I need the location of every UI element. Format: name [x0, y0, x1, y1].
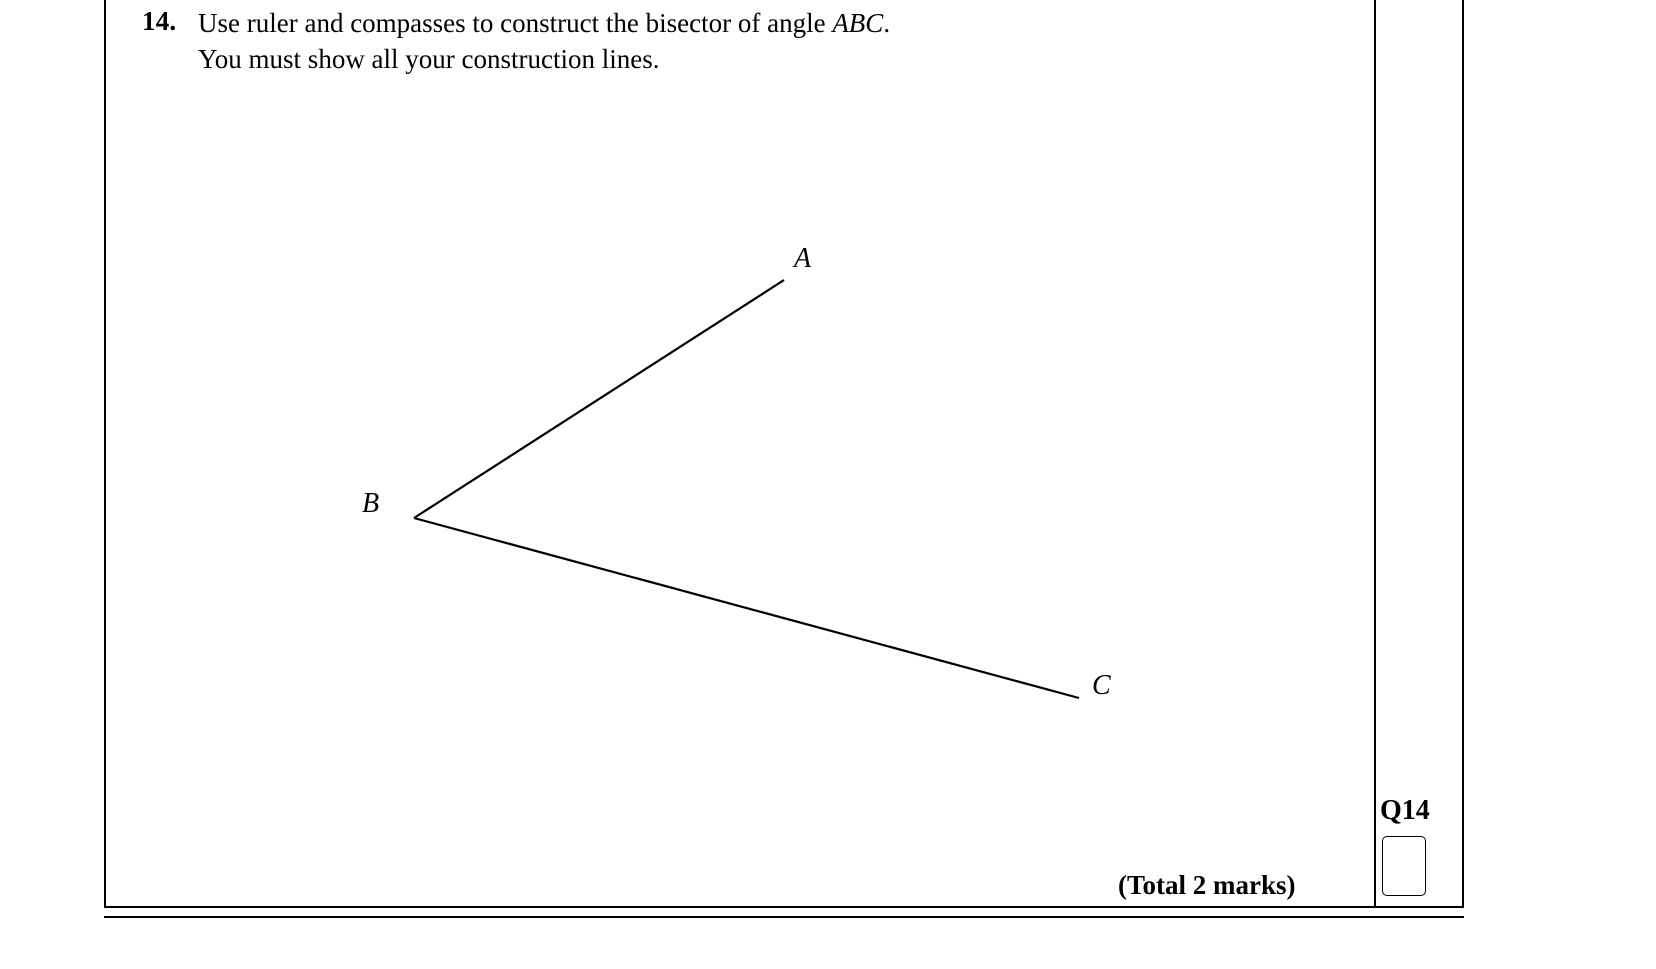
angle-abc-svg: [104, 90, 1374, 790]
margin-rule-line: [1374, 0, 1376, 908]
angle-abc-diagram: [104, 90, 1374, 790]
question-number: 14.: [142, 6, 177, 36]
marks-entry-box[interactable]: [1382, 836, 1426, 896]
page-border-bottom: [104, 906, 1464, 908]
question-line1-prefix: Use ruler and compasses to construct the bisector of angle: [198, 8, 833, 38]
segment-ba: [414, 280, 784, 518]
point-label-b: B: [362, 488, 380, 519]
total-marks-text: (Total 2 marks): [1118, 870, 1296, 900]
page-border-bottom-second: [104, 916, 1464, 918]
page-border-right: [1462, 0, 1464, 908]
question-line1-suffix: .: [883, 8, 891, 38]
segment-bc: [414, 518, 1079, 698]
question-box-label: Q14: [1380, 795, 1430, 826]
question-text: [198, 6, 1338, 78]
question-line2: You must show all your construction lines.: [198, 43, 660, 74]
question-line1-italic-abc: ABC: [832, 8, 884, 38]
point-label-c: C: [1092, 670, 1111, 701]
point-label-a: A: [794, 243, 812, 274]
